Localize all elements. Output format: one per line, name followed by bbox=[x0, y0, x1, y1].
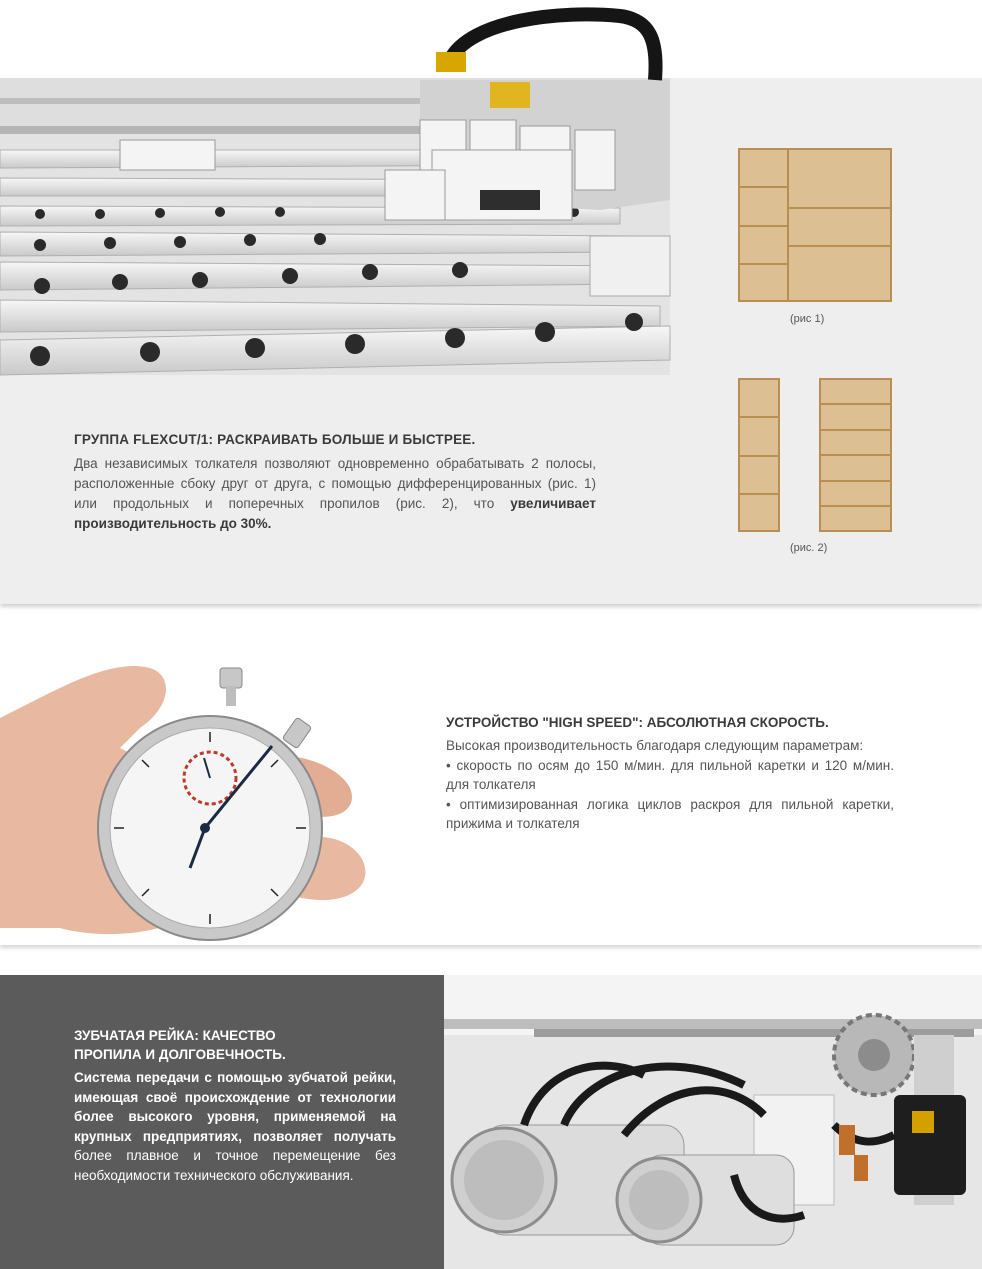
rack-and-pinion-photo bbox=[444, 975, 982, 1269]
saw-machine-photo bbox=[0, 0, 672, 380]
figure-1-cutting-diagram bbox=[738, 148, 894, 304]
rack-description-text: более плавное и точное перемещение без необходимости технического обслуживания. bbox=[74, 1148, 396, 1183]
figure-2-right-strip bbox=[819, 378, 894, 534]
rack-heading-line-2: ПРОПИЛА И ДОЛГОВЕЧНОСТЬ. bbox=[74, 1047, 286, 1062]
stopwatch-photo bbox=[0, 628, 420, 944]
high-speed-description bbox=[446, 736, 894, 834]
high-speed-intro: Высокая производительность благодаря следующим параметрам: bbox=[446, 738, 864, 753]
high-speed-bullet-1: • скорость по осям до 150 м/мин. для пильной каретки и 120 м/мин. для толкателя bbox=[446, 757, 894, 792]
rack-heading-line-1: ЗУБЧАТАЯ РЕЙКА: КАЧЕСТВО bbox=[74, 1028, 276, 1043]
flexcut-heading: ГРУППА FLEXCUT/1: РАСКРАИВАТЬ БОЛЬШЕ И БЫСТРЕЕ. bbox=[74, 432, 476, 447]
rack-description-bold: Система передачи с помощью зубчатой рейки, имеющая своё происхождение от технологии более высокого уровня, применяемой на крупных предприятиях, позволяет получать bbox=[74, 1070, 396, 1144]
figure-1-label: (рис 1) bbox=[790, 313, 825, 325]
flexcut-description-text: Два независимых толкателя позволяют одновременно обрабатывать 2 полосы, расположенные сбоку друг от друга, с помощью дифференцированных (рис. 1) или продольных и поперечных пропилов (рис. 2), что bbox=[74, 456, 596, 511]
flexcut-description bbox=[74, 454, 596, 534]
rack-heading bbox=[74, 1026, 404, 1064]
flexcut-description-highlight: увеличивает производительность до 30%. bbox=[74, 496, 596, 531]
figure-2-label: (рис. 2) bbox=[790, 542, 828, 554]
high-speed-bullet-2: • оптимизированная логика циклов раскроя для пильной каретки, прижима и толкателя bbox=[446, 796, 894, 831]
high-speed-heading: УСТРОЙСТВО "HIGH SPEED": АБСОЛЮТНАЯ СКОРОСТЬ. bbox=[446, 715, 829, 730]
rack-description bbox=[74, 1068, 396, 1185]
figure-2-left-strip bbox=[738, 378, 782, 534]
